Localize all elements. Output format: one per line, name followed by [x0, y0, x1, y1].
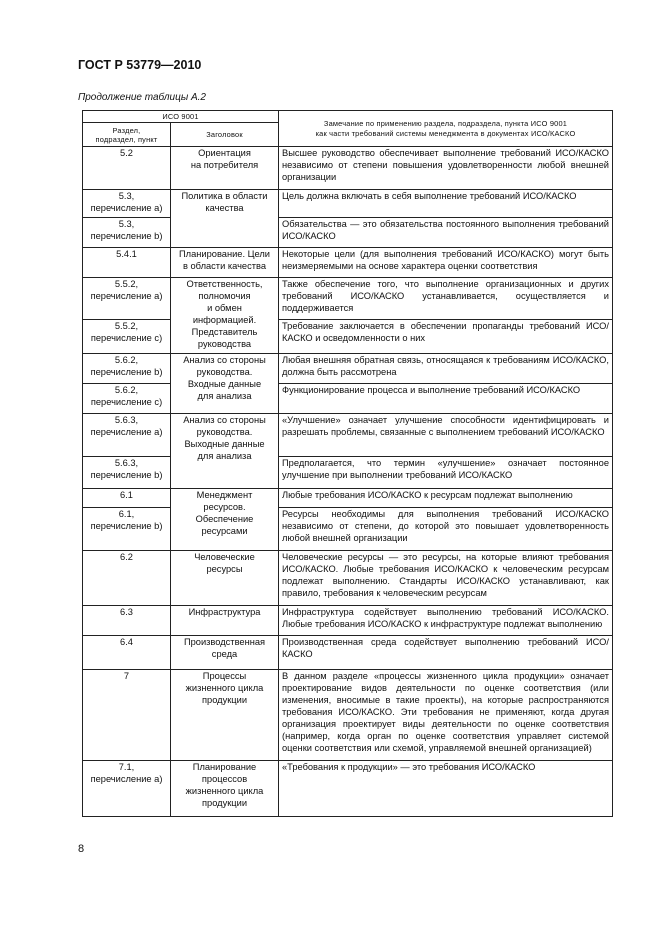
heading-text: Анализ со стороны руководства. Входные данные для анализа — [183, 355, 266, 402]
section-text: 6.4 — [120, 637, 133, 648]
section-text: 5.3, перечисление а) — [90, 191, 163, 214]
remark-text: Функционирование процесса и выполнение требований ИСО/КАСКО — [282, 385, 581, 396]
section-cell — [83, 414, 171, 457]
remark-cell — [279, 551, 613, 606]
section-cell — [83, 508, 171, 551]
section-cell — [83, 320, 171, 354]
heading-cell — [171, 606, 279, 636]
section-cell — [83, 489, 171, 508]
section-text: 6.1 — [120, 490, 133, 501]
remark-cell — [279, 508, 613, 551]
heading-text: Политика в области качества — [181, 191, 268, 214]
heading-text: Планирование. Цели в области качества — [179, 249, 270, 272]
remark-cell — [279, 606, 613, 636]
col-heading-header: Заголовок — [171, 123, 279, 147]
remark-text: Ресурсы необходимы для выполнения требований ИСО/КАСКО независимо от степени, до которой это повышает удовлетворенность любой внешней организации — [282, 509, 609, 544]
heading-text: Ориентация на потребителя — [190, 148, 259, 171]
section-text: 5.4.1 — [116, 249, 137, 260]
col-remark-header-text: Замечание по применению раздела, подраздела, пункта ИСО 9001 как части требований системы менеджмента в документах ИСО/КАСКО — [315, 119, 576, 138]
remark-text: Человеческие ресурсы — это ресурсы, на которые влияют требования ИСО/КАСКО. Любые требования ИСО/КАСКО к человеческим ресурсам подлежат выполнению. Стандарты ИСО/КАСКО устанавливают, как правило, требования к человеческим ресурсам — [282, 552, 609, 599]
document-title: ГОСТ Р 53779—2010 — [78, 58, 202, 72]
section-cell — [83, 670, 171, 761]
heading-text: Анализ со стороны руководства. Выходные данные для анализа — [183, 415, 266, 462]
section-cell — [83, 354, 171, 384]
heading-cell — [171, 489, 279, 551]
table-row — [83, 414, 613, 457]
table-row — [83, 508, 613, 551]
remark-text: Обязательства — это обязательства постоянного выполнения требований ИСО/КАСКО — [282, 219, 609, 242]
remark-cell — [279, 489, 613, 508]
table-row — [83, 190, 613, 218]
section-cell — [83, 761, 171, 817]
table-row — [83, 248, 613, 278]
remark-text: Некоторые цели (для выполнения требований ИСО/КАСКО) могут быть неизмеряемыми на основе характера оценки соответствия — [282, 249, 609, 272]
section-text: 5.5.2, перечисление с) — [90, 321, 163, 344]
remark-text: Цель должна включать в себя выполнение требований ИСО/КАСКО — [282, 191, 577, 202]
section-text: 5.3, перечисление b) — [90, 219, 163, 242]
remark-cell — [279, 320, 613, 354]
table-row — [83, 320, 613, 354]
heading-text: Инфраструктура — [188, 607, 261, 618]
iso-group-header: ИСО 9001 — [83, 111, 279, 123]
heading-cell — [171, 670, 279, 761]
heading-cell — [171, 190, 279, 248]
section-cell — [83, 190, 171, 218]
section-cell — [83, 147, 171, 190]
remark-cell — [279, 636, 613, 670]
table-row — [83, 384, 613, 414]
section-text: 5.6.3, перечисление а) — [90, 415, 163, 438]
table-row — [83, 278, 613, 320]
table-row — [83, 147, 613, 190]
table-row — [83, 354, 613, 384]
table-row — [83, 636, 613, 670]
section-text: 6.1, перечисление b) — [90, 509, 163, 532]
section-text: 5.5.2, перечисление а) — [90, 279, 163, 302]
heading-cell — [171, 278, 279, 354]
section-cell — [83, 218, 171, 248]
section-text: 5.6.2, перечисление b) — [90, 355, 163, 378]
table-caption: Продолжение таблицы А.2 — [78, 92, 206, 103]
remark-cell — [279, 384, 613, 414]
page-number: 8 — [78, 843, 85, 855]
col-section-header-text: Раздел, подраздел, пункт — [95, 125, 158, 144]
heading-text: Менеджмент ресурсов. Обеспечение ресурсами — [195, 490, 254, 537]
remark-text: В данном разделе «процессы жизненного цикла продукции» означает проектирование видов деятельности по оценке соответствия (или изменения, вносимые в такие проекты), на которые распространяются требования ИСО/КАСКО. Эти требования не применяют, когда другая организация проектирует виды деятельности по оценке соответствия (например, когда орган по оценке соответствия управляет системой оценки соответствия или схемой, управляемой внешней организацией) — [282, 671, 609, 753]
section-cell — [83, 606, 171, 636]
section-cell — [83, 457, 171, 489]
heading-cell — [171, 354, 279, 414]
remark-cell — [279, 278, 613, 320]
table-row — [83, 551, 613, 606]
remark-text: Требование заключается в обеспечении пропаганды требований ИСО/КАСКО и осведомленности о них — [282, 321, 609, 344]
heading-text: Производственная среда — [183, 637, 266, 660]
heading-cell — [171, 414, 279, 489]
table-row — [83, 670, 613, 761]
remark-cell — [279, 218, 613, 248]
remark-text: «Улучшение» означает улучшение способности идентифицировать и разрешать проблемы, связанные с выполнением требований ИСО/КАСКО — [282, 415, 609, 438]
heading-text: Человеческие ресурсы — [194, 552, 255, 575]
heading-cell — [171, 551, 279, 606]
section-text: 5.2 — [120, 148, 133, 159]
remark-cell — [279, 190, 613, 218]
heading-text: Процессы жизненного цикла продукции — [185, 671, 264, 706]
heading-cell — [171, 636, 279, 670]
section-text: 7 — [123, 671, 130, 682]
section-cell — [83, 248, 171, 278]
col-remark-header — [279, 111, 613, 147]
remark-text: Любые требования ИСО/КАСКО к ресурсам подлежат выполнению — [282, 490, 573, 501]
remark-text: Любая внешняя обратная связь, относящаяся к требованиям ИСО/КАСКО, должна быть рассмотрена — [282, 355, 609, 378]
section-text: 7.1, перечисление а) — [90, 762, 163, 785]
table-row — [83, 457, 613, 489]
section-cell — [83, 636, 171, 670]
remark-cell — [279, 761, 613, 817]
section-cell — [83, 384, 171, 414]
heading-text: Ответственность, полномочия и обмен информацией. Представитель руководства — [186, 279, 263, 349]
remark-cell — [279, 670, 613, 761]
remark-cell — [279, 414, 613, 457]
section-text: 6.2 — [120, 552, 133, 563]
remark-text: Инфраструктура содействует выполнению требований ИСО/КАСКО. Любые требования ИСО/КАСКО к инфраструктуре подлежат выполнению — [282, 607, 609, 630]
table-row — [83, 606, 613, 636]
remark-text: Предполагается, что термин «улучшение» означает постоянное улучшение при выполнении требований ИСО/КАСКО — [282, 458, 609, 481]
table-row — [83, 489, 613, 508]
section-text: 6.3 — [120, 607, 133, 618]
remark-text: Высшее руководство обеспечивает выполнение требований ИСО/КАСКО независимо от степени повышения удовлетворенности любой внешней организации — [282, 148, 609, 183]
remark-cell — [279, 457, 613, 489]
remark-cell — [279, 147, 613, 190]
heading-cell — [171, 248, 279, 278]
col-section-header — [83, 123, 171, 147]
remark-text: «Требования к продукции» — это требования ИСО/КАСКО — [282, 762, 536, 773]
section-cell — [83, 278, 171, 320]
requirements-table — [82, 110, 613, 817]
heading-cell — [171, 147, 279, 190]
remark-text: Производственная среда содействует выполнению требований ИСО/КАСКО — [282, 637, 609, 660]
heading-text: Планирование процессов жизненного цикла продукции — [185, 762, 264, 809]
table-row — [83, 218, 613, 248]
remark-cell — [279, 354, 613, 384]
table-row — [83, 761, 613, 817]
heading-cell — [171, 761, 279, 817]
section-text: 5.6.2, перечисление с) — [90, 385, 163, 408]
remark-text: Также обеспечение того, что выполнение организационных и других требований ИСО/КАСКО устанавливается, осуществляется и поддерживается — [282, 279, 609, 314]
remark-cell — [279, 248, 613, 278]
section-cell — [83, 551, 171, 606]
section-text: 5.6.3, перечисление b) — [90, 458, 163, 481]
